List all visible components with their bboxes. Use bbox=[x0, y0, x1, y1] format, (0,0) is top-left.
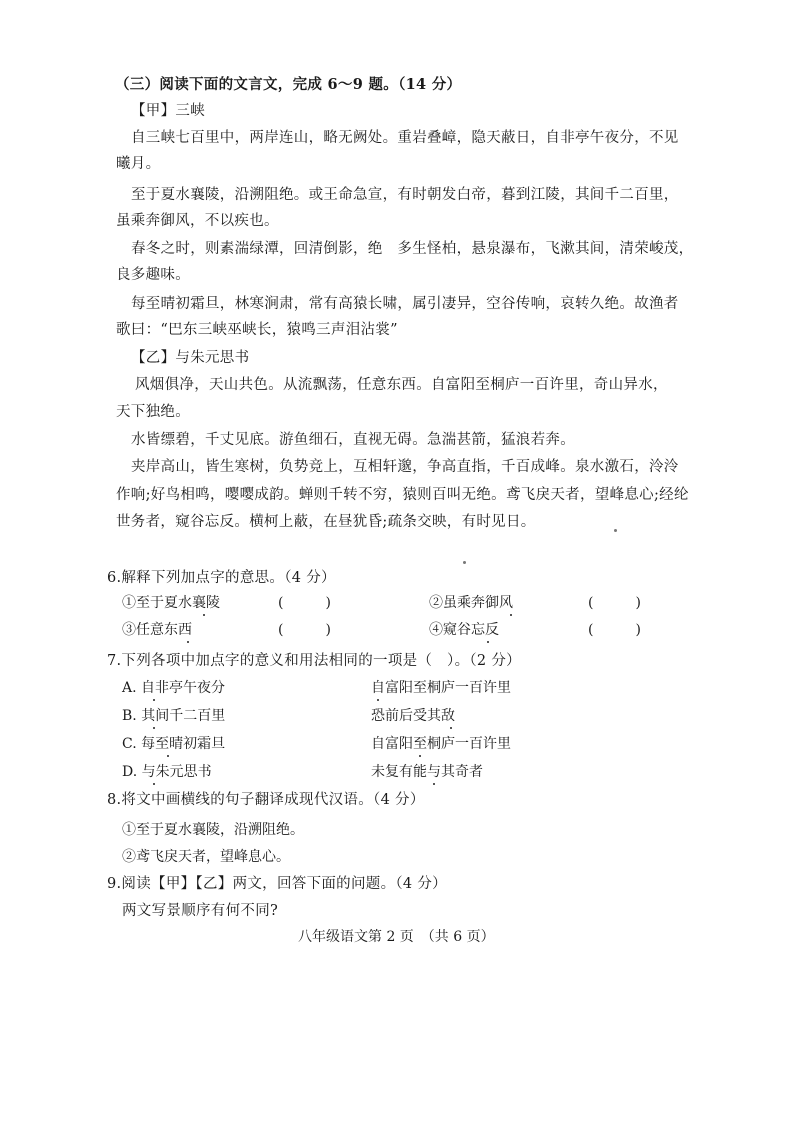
q6-blank: ( ) bbox=[588, 595, 641, 611]
section-heading: （三）阅读下面的文言文，完成 6～9 题。（14 分） bbox=[115, 76, 462, 93]
q7-option-b: B. 其间千二百里 bbox=[122, 708, 226, 724]
text-b-title: 【乙】与朱元思书 bbox=[131, 350, 250, 366]
page-footer: 八年级语文第 2 页 （共 6 页） bbox=[298, 929, 495, 945]
text-a-line: 曦月。 bbox=[116, 156, 161, 172]
text-b-line: 世务者，窥谷忘反。横柯上蔽，在昼犹昏;疏条交映，有时见日。 bbox=[116, 514, 536, 530]
emphasis-dot bbox=[187, 641, 189, 643]
text-b-line: 风烟俱净，天山共色。从流飘荡，任意东西。自富阳至桐庐一百许里，奇山异水， bbox=[135, 377, 668, 393]
q9-question: 两文写景顺序有何不同? bbox=[122, 903, 279, 919]
q6-blank: ( ) bbox=[278, 595, 331, 611]
text-b-line: 作响;好鸟相鸣，嘤嘤成韵。蝉则千转不穷，猿则百叫无绝。鸢飞戾天者，望峰息心;经纶 bbox=[116, 487, 689, 503]
q6-item: ④窥谷忘反 bbox=[429, 622, 499, 638]
text-a-line: 虽乘奔御风，不以疾也。 bbox=[116, 213, 279, 229]
q7-option-c-compare: 自富阳至桐庐一百许里 bbox=[371, 736, 511, 752]
text-b-line: 天下独绝。 bbox=[116, 404, 190, 420]
q7-option-d: D. 与朱元思书 bbox=[122, 764, 212, 780]
text-a-line: 自三峡七百里中，两岸连山，略无阙处。重岩叠嶂，隐天蔽日，自非亭午夜分，不见 bbox=[131, 130, 679, 146]
q8-item: ①至于夏水襄陵，沿溯阻绝。 bbox=[122, 822, 304, 838]
scan-speck bbox=[463, 561, 466, 564]
text-a-line: 每至晴初霜旦，林寒涧肃，常有高猿长啸，属引凄异，空谷传响，哀转久绝。故渔者 bbox=[131, 296, 679, 312]
emphasis-dot bbox=[377, 699, 379, 701]
text-a-line: 良多趣味。 bbox=[116, 267, 190, 283]
q7-stem: 7.下列各项中加点字的意义和用法相同的一项是（ ）。（2 分） bbox=[107, 653, 521, 669]
emphasis-dot bbox=[419, 755, 421, 757]
q8-stem: 8.将文中画横线的句子翻译成现代汉语。（4 分） bbox=[107, 792, 425, 808]
text-a-line: 春冬之时，则素湍绿潭，回清倒影，绝 多生怪柏，悬泉瀑布，飞漱其间，清荣峻茂， bbox=[131, 241, 694, 257]
emphasis-dot bbox=[510, 614, 512, 616]
emphasis-dot bbox=[433, 783, 435, 785]
q6-blank: ( ) bbox=[278, 622, 331, 638]
text-b-line: 水皆缥碧，千丈见底。游鱼细石，直视无碍。急湍甚箭，猛浪若奔。 bbox=[131, 432, 575, 448]
q7-option-d-compare: 未复有能与其奇者 bbox=[371, 764, 483, 780]
q9-stem: 9.阅读【甲】【乙】两文，回答下面的问题。（4 分） bbox=[107, 876, 447, 892]
emphasis-dot bbox=[153, 783, 155, 785]
emphasis-dot bbox=[153, 727, 155, 729]
scan-speck bbox=[614, 529, 617, 532]
emphasis-dot bbox=[450, 727, 452, 729]
emphasis-dot bbox=[487, 641, 489, 643]
emphasis-dot bbox=[203, 614, 205, 616]
emphasis-dot bbox=[167, 755, 169, 757]
q7-option-a: A. 自非亭午夜分 bbox=[122, 680, 226, 696]
emphasis-dot bbox=[153, 699, 155, 701]
text-a-line: 歌曰：“巴东三峡巫峡长，猿鸣三声泪沾裳” bbox=[116, 322, 398, 338]
text-a-title: 【甲】三峡 bbox=[131, 103, 205, 119]
text-a-line: 至于夏水襄陵，沿溯阻绝。或王命急宣，有时朝发白帝，暮到江陵，其间千二百里， bbox=[131, 187, 679, 203]
q7-option-c: C. 每至晴初霜旦 bbox=[122, 736, 226, 752]
q6-item: ③任意东西 bbox=[122, 622, 192, 638]
q6-blank: ( ) bbox=[588, 622, 641, 638]
q6-stem: 6.解释下列加点字的意思。（4 分） bbox=[107, 570, 336, 586]
q7-option-a-compare: 自富阳至桐庐一百许里 bbox=[371, 680, 511, 696]
q6-item: ①至于夏水襄陵 bbox=[122, 595, 220, 611]
text-b-line: 夹岸高山，皆生寒树，负势竞上，互相轩邈，争高直指，千百成峰。泉水激石，泠泠 bbox=[131, 459, 679, 475]
q8-item: ②鸢飞戾天者，望峰息心。 bbox=[122, 849, 290, 865]
q6-item: ②虽乘奔御风 bbox=[429, 595, 513, 611]
q7-option-b-compare: 恐前后受其敌 bbox=[371, 708, 455, 724]
